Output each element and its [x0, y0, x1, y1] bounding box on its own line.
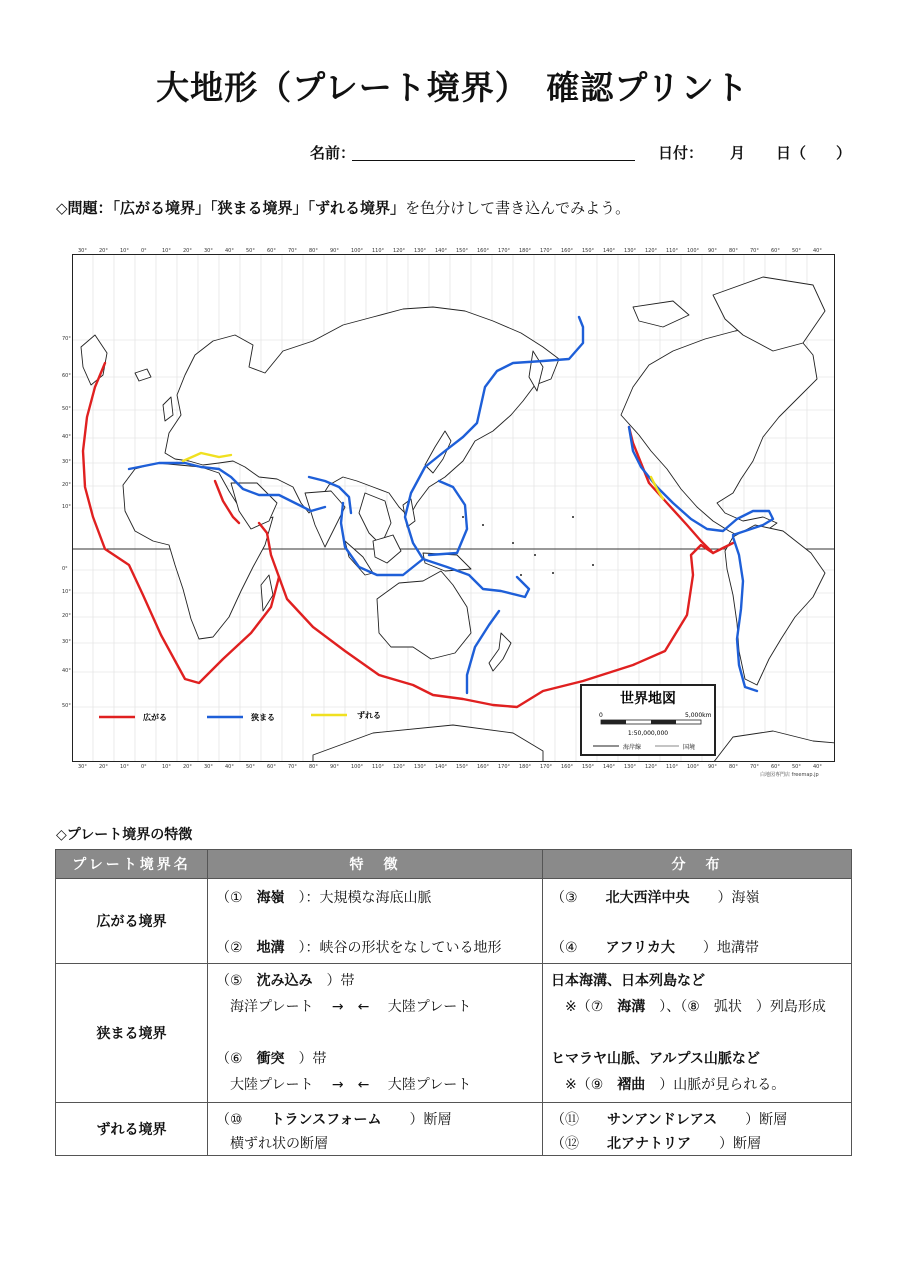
scale-ratio: 1:50,000,000 [627, 730, 669, 737]
longitude-label: 70° [288, 764, 297, 770]
continents [81, 277, 835, 762]
longitude-label: 10° [162, 248, 171, 254]
longitude-label: 100° [351, 764, 364, 770]
latitude-label: 60° [62, 373, 71, 379]
distribution-cell [543, 879, 852, 964]
cell-line [551, 1133, 761, 1153]
arctic-islands [633, 301, 689, 327]
longitude-label: 90° [708, 764, 717, 770]
coastline-legend-label: 海岸線 [623, 744, 642, 751]
answer-text: 日本海溝、日本列島など [551, 973, 705, 989]
longitude-label: 140° [603, 764, 616, 770]
table-row [56, 1103, 852, 1156]
antarctica-west [313, 725, 543, 762]
longitude-label: 130° [414, 764, 427, 770]
latitude-label: 20° [62, 482, 71, 488]
cell-line [216, 887, 432, 907]
answer-text: サンアンドレアス [607, 1112, 718, 1128]
latitude-label: 10° [62, 504, 71, 510]
section-title: ◇プレート境界の特徴 [56, 827, 193, 843]
longitude-label: 120° [393, 764, 406, 770]
longitude-label: 70° [288, 248, 297, 254]
longitude-label: 50° [246, 764, 255, 770]
table-row [56, 964, 852, 1103]
latitude-label: 50° [62, 703, 71, 709]
longitude-label: 160° [477, 248, 490, 254]
question-suffix: を色分けして書き込んでみよう。 [405, 199, 631, 217]
line-close: 横ずれ状の断層 [216, 1136, 328, 1152]
header-feature: 特 徴 [208, 850, 543, 879]
latitude-label: 40° [62, 434, 71, 440]
latitude-label: 10° [62, 589, 71, 595]
longitude-label: 140° [435, 248, 448, 254]
longitude-label: 20° [99, 764, 108, 770]
longitude-label: 40° [813, 248, 822, 254]
question-terms: 「広がる境界」「狭まる境界」「ずれる境界」 [112, 199, 406, 217]
indian-ocean-ridge [279, 543, 733, 707]
line-open: （⑩ [216, 1112, 271, 1128]
answer-text: 衝突 [256, 1051, 285, 1067]
longitude-label: 150° [582, 764, 595, 770]
answer-text: 海嶺 [256, 890, 285, 906]
pacific-islands [462, 516, 594, 576]
month-label: 月 [730, 144, 746, 162]
cell-line [216, 937, 502, 957]
scale-end: 5,000km [685, 712, 712, 719]
longitude-label: 120° [393, 248, 406, 254]
page-title: 大地形（プレート境界） 確認プリント [156, 68, 749, 107]
line-close: 大陸プレート → ← 大陸プレート [216, 1077, 472, 1093]
answer-text: 北アナトリア [607, 1136, 691, 1152]
cell-line [551, 1048, 760, 1068]
line-open: （③ [551, 890, 606, 906]
answer-text: ヒマラヤ山脈、アルプス山脈など [551, 1051, 760, 1067]
india [305, 491, 345, 547]
cell-line [216, 996, 471, 1016]
new-zealand-trench [467, 611, 499, 693]
longitude-label: 170° [498, 764, 511, 770]
australia [377, 571, 471, 659]
iceland [135, 369, 151, 381]
boundary-name-cell: 広がる境界 [56, 879, 208, 964]
boundary-name-cell: 狭まる境界 [56, 964, 208, 1103]
border-legend-label: 国境 [683, 744, 696, 751]
longitude-label: 110° [372, 764, 385, 770]
longitude-label: 80° [729, 248, 738, 254]
longitude-label: 50° [246, 248, 255, 254]
answer-text: 北大西洋中央 [605, 890, 690, 906]
day-label: 日（ ） [776, 144, 852, 162]
longitude-label: 30° [204, 248, 213, 254]
line-open: （④ [551, 940, 606, 956]
cell-line [216, 1109, 451, 1129]
cell-line [216, 1133, 328, 1153]
cell-line [551, 887, 760, 907]
longitude-label: 100° [687, 248, 700, 254]
longitude-label: 90° [708, 248, 717, 254]
plate-boundary-table [55, 849, 852, 1156]
cell-line [216, 1048, 327, 1068]
boundary-name-cell: ずれる境界 [56, 1103, 208, 1156]
cell-line [216, 1074, 471, 1094]
latitude-label: 70° [62, 336, 71, 342]
longitude-label: 130° [624, 764, 637, 770]
longitude-label: 50° [792, 248, 801, 254]
longitude-label: 0° [141, 248, 147, 254]
longitude-label: 20° [183, 248, 192, 254]
izu-mariana-trench [429, 481, 467, 555]
line-open: （⑤ [216, 973, 257, 989]
name-field[interactable] [352, 160, 635, 161]
table-header-row [56, 850, 852, 879]
line-open: （① [216, 890, 257, 906]
legend-convergent-label: 狭まる [251, 713, 275, 722]
line-close: ）：大規模な海底山脈 [284, 890, 432, 906]
longitude-label: 70° [750, 248, 759, 254]
longitude-label: 170° [498, 248, 511, 254]
line-open: （⑥ [216, 1051, 257, 1067]
line-close: ）断層 [381, 1112, 452, 1128]
longitude-label: 150° [582, 248, 595, 254]
longitude-label: 130° [624, 248, 637, 254]
answer-text: 沈み込み [256, 973, 313, 989]
scale-start: 0 [599, 712, 603, 719]
longitude-label: 40° [813, 764, 822, 770]
longitude-label: 70° [750, 764, 759, 770]
longitude-label: 0° [141, 764, 147, 770]
longitude-label: 20° [183, 764, 192, 770]
longitude-label: 140° [435, 764, 448, 770]
answer-text: アフリカ大 [605, 940, 675, 956]
latitude-label: 50° [62, 406, 71, 412]
longitude-label: 80° [309, 764, 318, 770]
world-map-svg [73, 255, 835, 762]
answer-text: 地溝 [256, 940, 285, 956]
feature-cell [208, 1103, 543, 1156]
distribution-cell [543, 1103, 852, 1156]
longitude-label: 60° [771, 248, 780, 254]
longitude-label: 120° [645, 248, 658, 254]
latitude-label: 0° [62, 566, 68, 572]
legend-divergent-label: 広がる [143, 713, 167, 722]
britain [163, 397, 173, 421]
cell-line [551, 996, 826, 1016]
scale-bar-segment [651, 720, 676, 724]
longitude-label: 170° [540, 248, 553, 254]
line-close: ）：峡谷の形状をなしている地形 [284, 940, 502, 956]
longitude-label: 120° [645, 764, 658, 770]
longitude-label: 30° [78, 764, 87, 770]
cell-line [551, 1109, 787, 1129]
line-open: ※（⑨ [551, 1077, 618, 1093]
longitude-label: 80° [729, 764, 738, 770]
longitude-label: 180° [519, 764, 532, 770]
latitude-label: 30° [62, 459, 71, 465]
line-open: （② [216, 940, 257, 956]
longitude-label: 60° [267, 764, 276, 770]
longitude-label: 140° [603, 248, 616, 254]
map-credit: 白地図専門店 freemap.jp [760, 772, 819, 778]
world-map [72, 254, 835, 762]
line-open: （⑪ [551, 1112, 607, 1128]
longitude-label: 180° [519, 248, 532, 254]
cell-line [551, 1074, 785, 1094]
latitude-label: 30° [62, 639, 71, 645]
antarctica-east [713, 731, 835, 762]
cell-line [551, 937, 759, 957]
latitude-label: 20° [62, 613, 71, 619]
cell-line [216, 970, 355, 990]
longitude-label: 60° [771, 764, 780, 770]
greenland-west [81, 335, 107, 385]
answer-text: トランスフォーム [270, 1112, 382, 1128]
date-label: 日付： [658, 144, 704, 162]
longitude-label: 160° [561, 248, 574, 254]
longitude-label: 90° [330, 248, 339, 254]
line-close: 海洋プレート → ← 大陸プレート [216, 999, 472, 1015]
name-label: 名前： [310, 144, 356, 162]
legend-transform-label: ずれる [357, 711, 381, 720]
scale-bar-segment [601, 720, 626, 724]
longitude-label: 130° [414, 248, 427, 254]
longitude-label: 100° [687, 764, 700, 770]
longitude-label: 10° [120, 248, 129, 254]
longitude-label: 170° [540, 764, 553, 770]
line-close: ）帯 [312, 973, 355, 989]
line-close: ）断層 [717, 1112, 788, 1128]
longitude-label: 40° [225, 248, 234, 254]
longitude-label: 150° [456, 248, 469, 254]
header-distribution: 分 布 [543, 850, 852, 879]
header-boundary-name: プレート境界名 [56, 850, 208, 879]
longitude-label: 110° [666, 248, 679, 254]
question-prefix: ◇問題： [56, 199, 113, 217]
longitude-label: 10° [162, 764, 171, 770]
longitude-label: 90° [330, 764, 339, 770]
answer-text: 海溝 [617, 999, 646, 1015]
longitude-label: 50° [792, 764, 801, 770]
line-close: ）帯 [284, 1051, 327, 1067]
line-close: ）地溝帯 [674, 940, 759, 956]
map-title: 世界地図 [620, 691, 676, 707]
line-close: ）、（⑧ 弧状 ）列島形成 [645, 999, 826, 1015]
longitude-label: 40° [225, 764, 234, 770]
map-title-box [581, 685, 715, 755]
longitude-label: 30° [204, 764, 213, 770]
distribution-cell [543, 964, 852, 1103]
longitude-label: 30° [78, 248, 87, 254]
longitude-label: 160° [477, 764, 490, 770]
line-close: ）断層 [691, 1136, 761, 1152]
line-close: ）山脈が見られる。 [645, 1077, 786, 1093]
longitude-label: 150° [456, 764, 469, 770]
feature-cell [208, 964, 543, 1103]
latitude-label: 40° [62, 668, 71, 674]
longitude-label: 100° [351, 248, 364, 254]
longitude-label: 10° [120, 764, 129, 770]
feature-cell [208, 879, 543, 964]
longitude-label: 110° [372, 248, 385, 254]
table-row [56, 879, 852, 964]
longitude-label: 80° [309, 248, 318, 254]
question [56, 197, 630, 218]
longitude-label: 160° [561, 764, 574, 770]
north-america [621, 325, 817, 539]
line-open: ※（⑦ [551, 999, 618, 1015]
longitude-label: 20° [99, 248, 108, 254]
longitude-label: 110° [666, 764, 679, 770]
line-open: （⑫ [551, 1136, 607, 1152]
line-close: ）海嶺 [689, 890, 760, 906]
cell-line [551, 970, 705, 990]
longitude-label: 60° [267, 248, 276, 254]
answer-text: 褶曲 [617, 1077, 646, 1093]
